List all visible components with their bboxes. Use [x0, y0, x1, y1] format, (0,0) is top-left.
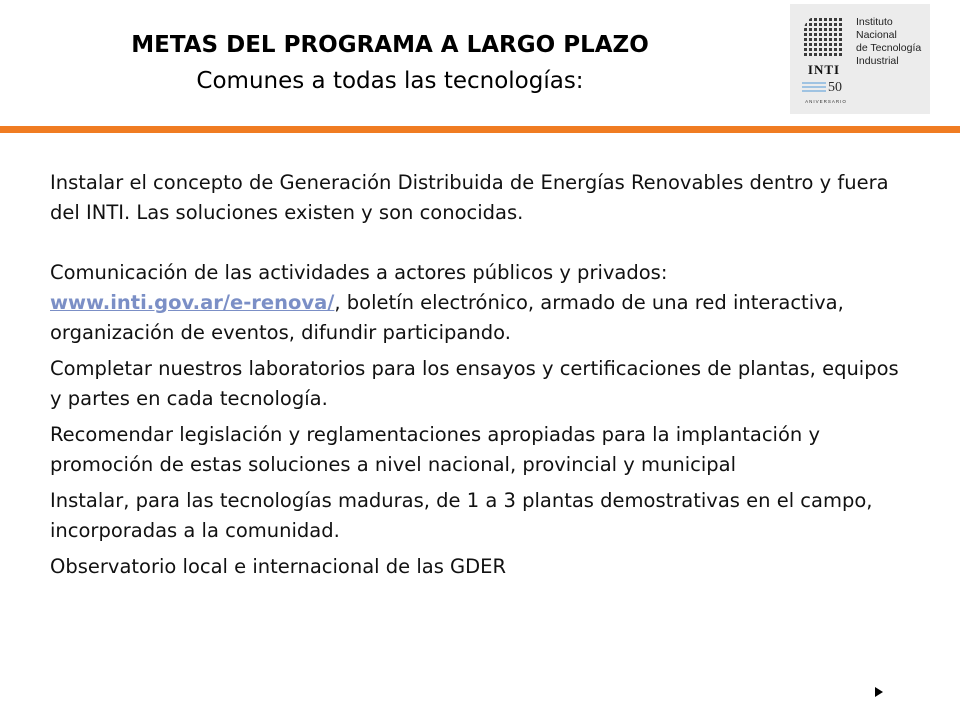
inti-logo: [790, 4, 930, 114]
logo-name-line: Nacional: [856, 29, 897, 41]
slide-content: [50, 168, 910, 582]
e-renova-link[interactable]: www.inti.gov.ar/e-renova/: [50, 291, 335, 314]
play-arrow-icon[interactable]: [875, 687, 883, 697]
paragraph: Recomendar legislación y reglamentaciones apropiadas para la implantación y promoción de estas soluciones a nivel nacional, provincial y municipal: [50, 423, 820, 476]
logo-anniversary-number: 50: [828, 80, 842, 95]
paragraph: Instalar, para las tecnologías maduras, de 1 a 3 plantas demostrativas en el campo, incorporadas a la comunidad.: [50, 489, 873, 542]
logo-anniversary-text: ANIVERSARIO: [805, 99, 847, 104]
paragraph: Observatorio local e internacional de las GDER: [50, 555, 507, 578]
logo-name-line: Industrial: [856, 55, 899, 67]
header-divider: [0, 126, 960, 133]
logo-name-line: de Tecnología: [856, 42, 922, 54]
paragraph: Completar nuestros laboratorios para los ensayos y certificaciones de plantas, equipos y partes en cada tecnología.: [50, 357, 899, 410]
logo-institution-name: [856, 16, 928, 68]
page-subtitle: Comunes a todas las tecnologías:: [196, 68, 584, 94]
inti-grid-logo-icon: [804, 16, 844, 56]
paragraph: [50, 258, 910, 348]
logo-name-line: Instituto: [856, 16, 893, 28]
paragraph-text: , boletín electrónico, armado de una red interactiva, organización de eventos, difundir participando.: [50, 291, 844, 344]
paragraph: Instalar el concepto de Generación Distribuida de Energías Renovables dentro y fuera del INTI. Las soluciones existen y son conocidas.: [50, 171, 889, 224]
logo-stripe-decoration: [802, 82, 826, 92]
page-title: METAS DEL PROGRAMA A LARGO PLAZO: [131, 32, 649, 58]
logo-brand-text: INTI: [807, 62, 841, 77]
paragraph-text: Comunicación de las actividades a actores públicos y privados:: [50, 261, 668, 284]
